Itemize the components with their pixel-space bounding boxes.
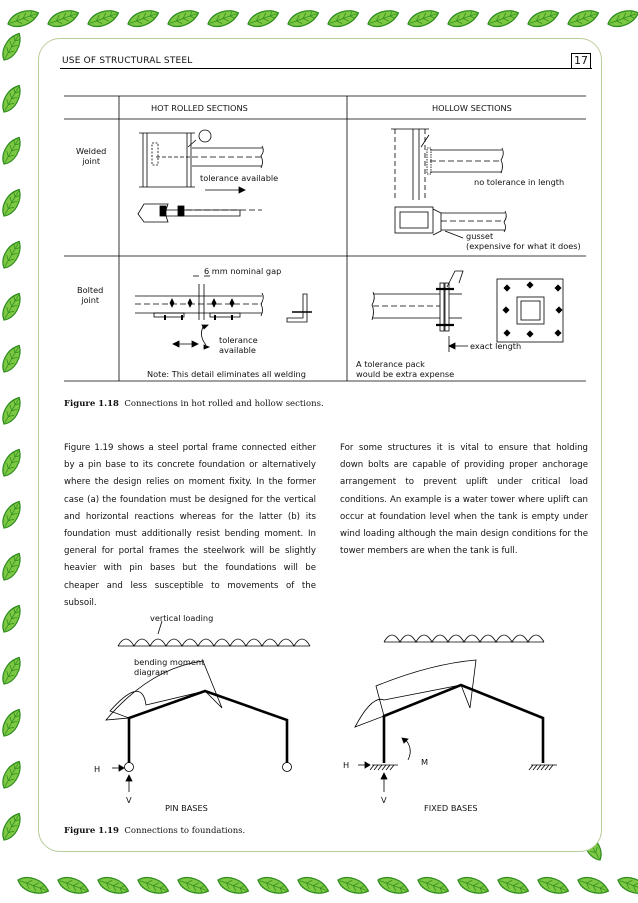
welded-hot-note: tolerance available — [200, 173, 279, 183]
welded-hollow-note: no tolerance in length — [474, 177, 565, 187]
body-left-column: Figure 1.19 shows a steel portal frame connected either by a pin base to its concrete foundation or alternatively where the design relies on moment fixity. In the former case (a) the foundation must be designed for the vertical and horizontal reactions whereas for the latter (b) its foundation must additionally resist bending moment. In general for portal frames the steelwork will be slightly heavier with pin bases but the foundations will be cheaper and less susceptible to movements of the subsoil. — [64, 443, 316, 608]
figure-1-19-label: Figure 1.19 — [64, 826, 119, 836]
row-header-bolted: Bolted joint — [77, 285, 104, 305]
exact-length-note: exact length — [470, 341, 522, 351]
right-h-label: H — [343, 760, 350, 770]
col-header-hot-rolled: HOT ROLLED SECTIONS — [151, 103, 248, 113]
bolted-tolerance-note: tolerance available — [219, 335, 258, 355]
left-h-label: H — [94, 764, 101, 774]
pin-bases-label: PIN BASES — [165, 803, 208, 813]
gap-note: 6 mm nominal gap — [204, 266, 282, 276]
vertical-loading-label: vertical loading — [150, 613, 214, 623]
figure-1-19-caption — [64, 826, 245, 836]
figure-1-19-text: Connections to foundations. — [124, 826, 246, 836]
fixed-bases-label: FIXED BASES — [424, 803, 478, 813]
gusset-note: gusset (expensive for what it does) — [466, 231, 581, 251]
col-header-hollow: HOLLOW SECTIONS — [432, 103, 512, 113]
bending-moment-label: bending moment diagram — [134, 657, 205, 677]
left-v-label: V — [126, 795, 132, 805]
running-header: USE OF STRUCTURAL STEEL — [62, 56, 193, 66]
right-v-label: V — [381, 795, 387, 805]
body-right-column: For some structures it is vital to ensure that holding down bolts are capable of providing proper anchorage arrangement to prevent uplift under critical load conditions. An example is a water tower where uplift can occur at foundation level when the tank is empty under wind loading although the main design conditions for the tower members are when the tank is full. — [340, 443, 588, 557]
row-header-welded: Welded joint — [76, 146, 107, 166]
page-number: 17 — [571, 53, 591, 69]
figure-1-18-text: Connections in hot rolled and hollow sections. — [124, 399, 324, 409]
right-m-label: M — [421, 757, 429, 767]
bolted-hot-note: Note: This detail eliminates all welding — [147, 369, 306, 379]
figure-1-18-label: Figure 1.18 — [64, 399, 119, 409]
tolerance-pack-note: A tolerance pack would be extra expense — [356, 359, 455, 379]
